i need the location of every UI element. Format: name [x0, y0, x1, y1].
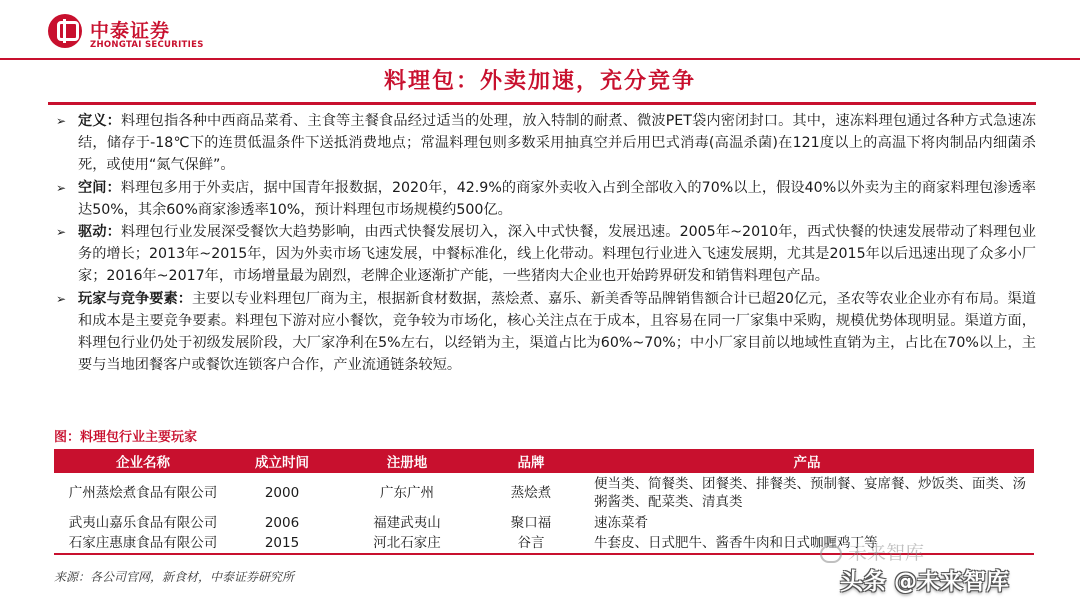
bullet-label: 空间：: [78, 179, 121, 196]
column-header: 品牌: [517, 455, 545, 471]
watermark: [820, 538, 924, 565]
arrow-bullet-icon: ➢: [56, 291, 67, 306]
cell-company: 广州蒸烩煮食品有限公司: [68, 485, 218, 501]
column-header: 产品: [793, 455, 821, 471]
bullet-list: [52, 110, 1036, 376]
bullet-definition: [52, 110, 1036, 177]
cell-company: 石家庄惠康食品有限公司: [68, 535, 218, 551]
cell-products: 速冻菜肴: [594, 515, 648, 531]
header-divider: [0, 58, 1080, 60]
bullet-space: [52, 177, 1036, 221]
column-header: 成立时间: [255, 455, 309, 471]
table-header: [54, 449, 1034, 473]
bullet-text: 主要以专业料理包厂商为主，根据新食材数据，蒸烩煮、嘉乐、新美香等品牌销售额合计已超20亿元，圣农等农业企业亦有布局。渠道和成本是主要竞争要素。料理包下游对应小餐饮，竞争较为市场化，核心关注点在于成本，且容易在同一厂家集中采购，规模优势体现明显。渠道方面，料理包行业仍处于初级发展阶段，大厂家净利在5%左右，以经销为主，渠道占比为60%~70%；中小厂家目前以地域性直销为主，占比在70%以上，主要与当地团餐客户或餐饮连锁客户合作，产业流通链条较短。: [78, 290, 1036, 374]
figure-caption: 图：料理包行业主要玩家: [54, 430, 198, 445]
title-divider: [48, 102, 1036, 105]
arrow-bullet-icon: ➢: [56, 114, 67, 128]
cell-founded: 2006: [264, 515, 300, 531]
cell-products: 便当类、简餐类、团餐类、排餐类、预制餐、宴席餐、炒饭类、面类、汤粥酱类、配菜类、清真类: [594, 476, 1026, 510]
cell-location: 河北石家庄: [373, 535, 441, 551]
cell-founded: 2000: [264, 485, 300, 501]
cell-products: 牛套皮、日式肥牛、酱香牛肉和日式咖喱鸡丁等: [594, 535, 878, 551]
bullet-text: 料理包行业发展深受餐饮大趋势影响，由西式快餐发展切入，深入中式快餐，发展迅速。2005年~2010年，西式快餐的快速发展带动了料理包业务的增长；2013年~2015年，因为外卖市场飞速发展，中餐标准化，线上化带动。料理包行业进入飞速发展期，尤其是2015年以后迅速出现了众多小厂家；2016年~2017年，市场增量最为剧烈，老牌企业逐渐扩产能，一些猪肉大企业也开始跨界研发和销售料理包产品。: [78, 224, 1036, 285]
bullet-drivers: [52, 221, 1036, 288]
logo-chinese-name: 中泰证券: [90, 20, 171, 42]
cell-brand: 聚口福: [510, 515, 552, 531]
cell-brand: 蒸烩煮: [510, 485, 552, 501]
bullet-text: 料理包指各种中西商品菜肴、主食等主餐食品经过适当的处理，放入特制的耐煮、微波PET袋内密闭封口。其中，速冻料理包通过各种方式急速冻结，储存于-18℃下的连贯低温条件下送抵消费地点；常温料理包则多数采用抽真空并后用巴式消毒(高温杀菌)在121度以上的高温下将肉制品内细菌杀死，或使用“氮气保鲜”。: [78, 113, 1036, 174]
watermark-text: 未来智库: [848, 542, 925, 564]
cell-location: 福建武夷山: [373, 515, 441, 531]
bullet-label: 定义：: [78, 113, 122, 129]
arrow-bullet-icon: ➢: [56, 225, 67, 240]
column-header: 注册地: [386, 455, 428, 471]
cell-brand: 谷言: [517, 535, 545, 551]
cell-founded: 2015: [264, 535, 300, 551]
slide-title: 料理包：外卖加速，充分竞争: [383, 69, 696, 94]
bullet-players: [52, 288, 1036, 377]
overlay-attribution: 头条 @未来智库: [840, 569, 1010, 595]
company-logo: [48, 10, 204, 56]
cell-location: 广东广州: [380, 485, 434, 501]
zhongtai-logo-icon: [48, 14, 82, 48]
source-note: 来源：各公司官网，新食材，中泰证券研究所: [54, 570, 295, 584]
arrow-bullet-icon: ➢: [56, 180, 67, 195]
bullet-label: 驱动：: [78, 224, 121, 241]
table-row: [54, 513, 1034, 533]
logo-english-name: ZHONGTAI SECURITIES: [90, 40, 204, 50]
cell-company: 武夷山嘉乐食品有限公司: [68, 515, 218, 531]
column-header: 企业名称: [116, 455, 170, 471]
bullet-text: 料理包多用于外卖店，据中国青年报数据，2020年，42.9%的商家外卖收入占到全部收入的70%以上，假设40%以外卖为主的商家料理包渗透率达50%，其余60%商家渗透率10%，预计料理包市场规模约500亿。: [78, 179, 1036, 218]
wechat-icon: [820, 545, 842, 563]
bullet-label: 玩家与竞争要素：: [78, 290, 192, 307]
table-row: [54, 473, 1034, 513]
